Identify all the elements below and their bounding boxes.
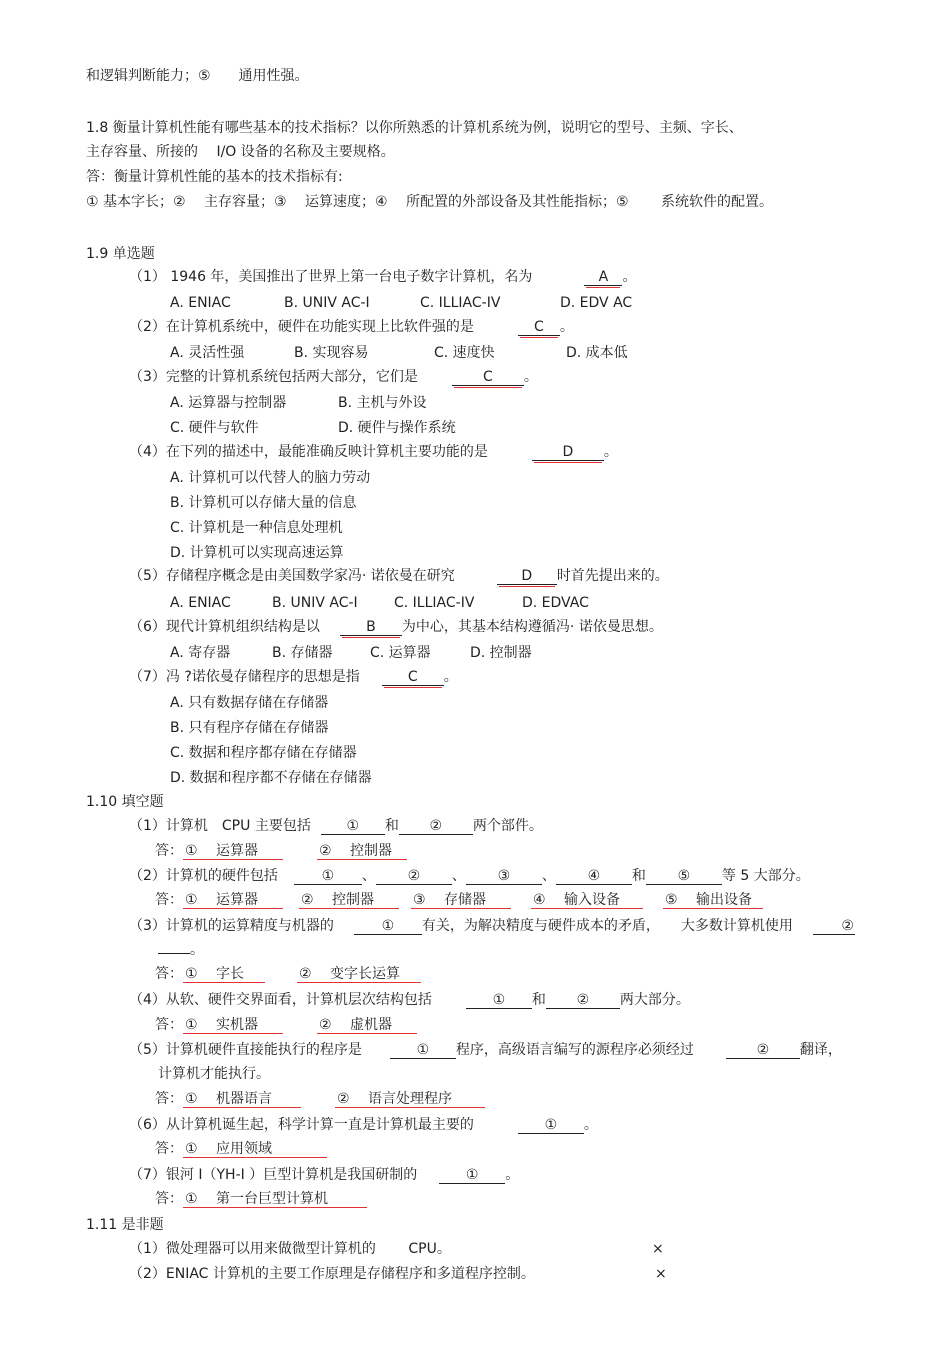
q110-7-ans-1: ① 第一台巨型计算机 — [183, 1191, 367, 1208]
continuation-line: 和逻辑判断能力；⑤ 通用性强。 — [86, 68, 309, 84]
answer-label: 答： — [155, 1091, 183, 1107]
q111-1-stem: （1）微处理器可以用来做微型计算机的 CPU。 — [129, 1241, 451, 1257]
q19-5-answer: D — [497, 568, 557, 585]
q110-1-blank-2: ② — [399, 818, 473, 835]
q19-2-stem: （2）在计算机系统中，硬件在功能实现上比软件强的是 — [129, 319, 474, 335]
q110-3-ans-2: ② 变字长运算 — [297, 966, 421, 983]
q19-2 — [129, 318, 574, 336]
q110-2-end: 等 5 大部分。 — [721, 868, 810, 884]
q110-2-ans-2: ② 控制器 — [299, 892, 399, 909]
sep: 、 — [451, 868, 466, 884]
q110-5-blank-1: ① — [390, 1042, 456, 1059]
q19-1-opt-a: A. ENIAC — [170, 295, 231, 311]
q18-answer: 答：衡量计算机性能的基本的技术指标有: — [86, 169, 343, 185]
q110-1-stem: （1）计算机 CPU 主要包括 — [129, 818, 311, 834]
q110-5-answer — [155, 1090, 485, 1108]
q110-1-ans-2: ② 控制器 — [317, 843, 407, 860]
q110-2-blank-3: ③ — [466, 868, 542, 885]
q110-1-mid: 和 — [384, 818, 399, 834]
q110-6-ans-1: ① 应用领域 — [183, 1141, 327, 1158]
q110-2-answer — [155, 891, 763, 909]
q19-1-opt-c: C. ILLIAC-IV — [420, 295, 501, 311]
section-title-111: 1.11 是非题 — [86, 1217, 164, 1233]
q110-1-answer — [155, 842, 407, 860]
q110-5-mid: 程序，高级语言编写的源程序必须经过 — [455, 1042, 694, 1058]
q19-3-stem: （3）完整的计算机系统包括两大部分，它们是 — [129, 369, 418, 385]
q110-3-ans-1: ① 字长 — [183, 966, 265, 983]
q110-4 — [129, 991, 690, 1009]
q19-2-opt-b: B. 实现容易 — [294, 345, 369, 361]
sep: 、 — [361, 868, 376, 884]
q110-5-cont: 计算机才能执行。 — [158, 1066, 270, 1082]
q19-7-end: 。 — [443, 669, 458, 685]
q19-5-opt-d: D. EDVAC — [522, 595, 589, 611]
q19-4-opt-a: A. 计算机可以代替人的脑力劳动 — [170, 470, 371, 486]
q110-4-ans-1: ① 实机器 — [183, 1017, 283, 1034]
q19-1-answer: A — [584, 269, 622, 286]
q110-3-stem: （3）计算机的运算精度与机器的 — [129, 918, 334, 934]
section-title-19: 1.9 单选题 — [86, 246, 155, 262]
q110-4-mid: 和 — [531, 992, 546, 1008]
q110-5-blank-2: ② — [726, 1042, 800, 1059]
q110-3-end: 。 — [190, 942, 204, 958]
q19-3-opt-c: C. 硬件与软件 — [170, 420, 259, 436]
q19-2-end: 。 — [559, 319, 574, 335]
q110-2-blank-5: ⑤ — [646, 868, 722, 885]
section-title-110: 1.10 填空题 — [86, 794, 164, 810]
q18-items: ① 基本字长；② 主存容量；③ 运算速度；④ 所配置的外部设备及其性能指标；⑤ 系统软件的配置。 — [86, 194, 774, 210]
q19-5-opt-b: B. UNIV AC-I — [272, 595, 358, 611]
q19-5-stem: （5）存储程序概念是由美国数学家冯· 诺依曼在研究 — [129, 568, 455, 584]
q110-3-cont — [158, 941, 204, 959]
q110-2-stem: （2）计算机的硬件包括 — [129, 868, 278, 884]
q110-2-blank-2: ② — [376, 868, 452, 885]
q110-1 — [129, 817, 543, 835]
q19-4-opt-c: C. 计算机是一种信息处理机 — [170, 520, 343, 536]
q19-7-opt-c: C. 数据和程序都存储在存储器 — [170, 745, 357, 761]
q110-4-ans-2: ② 虚机器 — [317, 1017, 417, 1034]
q19-2-opt-a: A. 灵活性强 — [170, 345, 245, 361]
q19-4-opt-b: B. 计算机可以存储大量的信息 — [170, 495, 357, 511]
q110-2-ans-3: ③ 存储器 — [411, 892, 511, 909]
q110-2-blank-4: ④ — [556, 868, 632, 885]
answer-label: 答： — [155, 892, 183, 908]
q110-3-mid: 有关，为解决精度与硬件成本的矛盾， 大多数计算机使用 — [421, 918, 793, 934]
q19-1-opt-d: D. EDV AC — [560, 295, 633, 311]
q110-4-blank-2: ② — [546, 992, 620, 1009]
q19-5 — [129, 567, 669, 585]
q110-6-end: 。 — [583, 1117, 598, 1133]
q19-7-opt-a: A. 只有数据存储在存储器 — [170, 695, 329, 711]
q110-3 — [129, 917, 855, 935]
q19-6-end: 为中心，其基本结构遵循冯· 诺依曼思想。 — [401, 619, 663, 635]
q19-5-end: 时首先提出来的。 — [556, 568, 669, 584]
q19-6-opt-b: B. 存储器 — [272, 645, 333, 661]
q110-4-blank-1: ① — [466, 992, 532, 1009]
q19-1-stem: （1） 1946 年，美国推出了世界上第一台电子数字计算机，名为 — [129, 269, 533, 285]
q110-5 — [129, 1041, 842, 1059]
q19-1-end: 。 — [622, 269, 637, 285]
q19-7-opt-b: B. 只有程序存储在存储器 — [170, 720, 329, 736]
q110-4-end: 两大部分。 — [619, 992, 690, 1008]
q19-5-opt-c: C. ILLIAC-IV — [394, 595, 475, 611]
q110-2-ans-5: ⑤ 输出设备 — [663, 892, 763, 909]
q19-4-end: 。 — [603, 444, 618, 460]
q19-3-opt-d: D. 硬件与操作系统 — [338, 420, 456, 436]
q110-6-blank-1: ① — [518, 1117, 584, 1134]
q19-6 — [129, 618, 663, 636]
q110-6-stem: （6）从计算机诞生起，科学计算一直是计算机最主要的 — [129, 1117, 474, 1133]
q19-5-opt-a: A. ENIAC — [170, 595, 231, 611]
q19-3-answer: C — [452, 369, 524, 386]
q19-3-end: 。 — [523, 369, 538, 385]
q19-7 — [129, 668, 458, 686]
q19-3 — [129, 368, 538, 386]
q110-1-end: 两个部件。 — [472, 818, 543, 834]
q110-5-ans-1: ① 机器语言 — [183, 1091, 301, 1108]
answer-label: 答： — [155, 843, 183, 859]
q19-6-answer: B — [340, 619, 402, 636]
q110-3-blank-1: ① — [354, 918, 422, 935]
q19-2-answer: C — [518, 319, 560, 336]
q110-5-ans-2: ② 语言处理程序 — [335, 1091, 485, 1108]
q110-2 — [129, 867, 810, 885]
q18-title-cont: 主存容量、所接的 I/O 设备的名称及主要规格。 — [86, 144, 395, 160]
q110-3-answer — [155, 965, 421, 983]
q19-7-opt-d: D. 数据和程序都不存储在存储器 — [170, 770, 372, 786]
q19-6-opt-d: D. 控制器 — [470, 645, 532, 661]
q110-6 — [129, 1116, 598, 1134]
q110-5-stem: （5）计算机硬件直接能执行的程序是 — [129, 1042, 362, 1058]
answer-label: 答： — [155, 1141, 183, 1157]
q19-4-stem: （4）在下列的描述中，最能准确反映计算机主要功能的是 — [129, 444, 488, 460]
q110-7-blank-1: ① — [439, 1167, 505, 1184]
q19-2-opt-d: D. 成本低 — [566, 345, 628, 361]
q110-7-end: 。 — [505, 1167, 520, 1183]
q19-4-opt-d: D. 计算机可以实现高速运算 — [170, 545, 344, 561]
q110-1-blank-1: ① — [321, 818, 385, 835]
q18-title: 1.8 衡量计算机性能有哪些基本的技术指标？以你所熟悉的计算机系统为例，说明它的型号、主频、字长、 — [86, 120, 743, 136]
q19-4-answer: D — [532, 444, 604, 461]
q110-4-answer — [155, 1016, 417, 1034]
q110-2-ans-1: ① 运算器 — [183, 892, 283, 909]
and: 和 — [631, 868, 646, 884]
sep: 、 — [541, 868, 556, 884]
q110-2-blank-1: ① — [294, 868, 362, 885]
q111-1-cross-mark: × — [652, 1241, 664, 1257]
answer-label: 答： — [155, 1191, 183, 1207]
q111-2-stem: （2）ENIAC 计算机的主要工作原理是存储程序和多道程序控制。 — [129, 1266, 535, 1282]
q110-1-ans-1: ① 运算器 — [183, 843, 283, 860]
q19-6-stem: （6）现代计算机组织结构是以 — [129, 619, 320, 635]
q19-6-opt-c: C. 运算器 — [370, 645, 431, 661]
q19-3-opt-a: A. 运算器与控制器 — [170, 395, 287, 411]
q110-3-blank-2: ② — [813, 918, 855, 935]
q19-7-answer: C — [382, 669, 444, 686]
answer-label: 答： — [155, 1017, 183, 1033]
q110-7-answer — [155, 1190, 367, 1208]
q19-1 — [129, 268, 636, 286]
q110-7-stem: （7）银河 I（YH-I ）巨型计算机是我国研制的 — [129, 1167, 418, 1183]
q19-7-stem: （7）冯 ?诺依曼存储程序的思想是指 — [129, 669, 360, 685]
q110-2-ans-4: ④ 输入设备 — [531, 892, 643, 909]
q111-2-cross-mark: × — [655, 1266, 667, 1282]
q110-4-stem: （4）从软、硬件交界面看，计算机层次结构包括 — [129, 992, 432, 1008]
q110-7 — [129, 1166, 519, 1184]
answer-label: 答： — [155, 966, 183, 982]
q110-5-end: 翻译， — [799, 1042, 842, 1058]
q19-2-opt-c: C. 速度快 — [434, 345, 495, 361]
q19-1-opt-b: B. UNIV AC-I — [284, 295, 370, 311]
q19-3-opt-b: B. 主机与外设 — [338, 395, 427, 411]
q110-6-answer — [155, 1140, 327, 1158]
q19-6-opt-a: A. 寄存器 — [170, 645, 231, 661]
q19-4 — [129, 443, 618, 461]
